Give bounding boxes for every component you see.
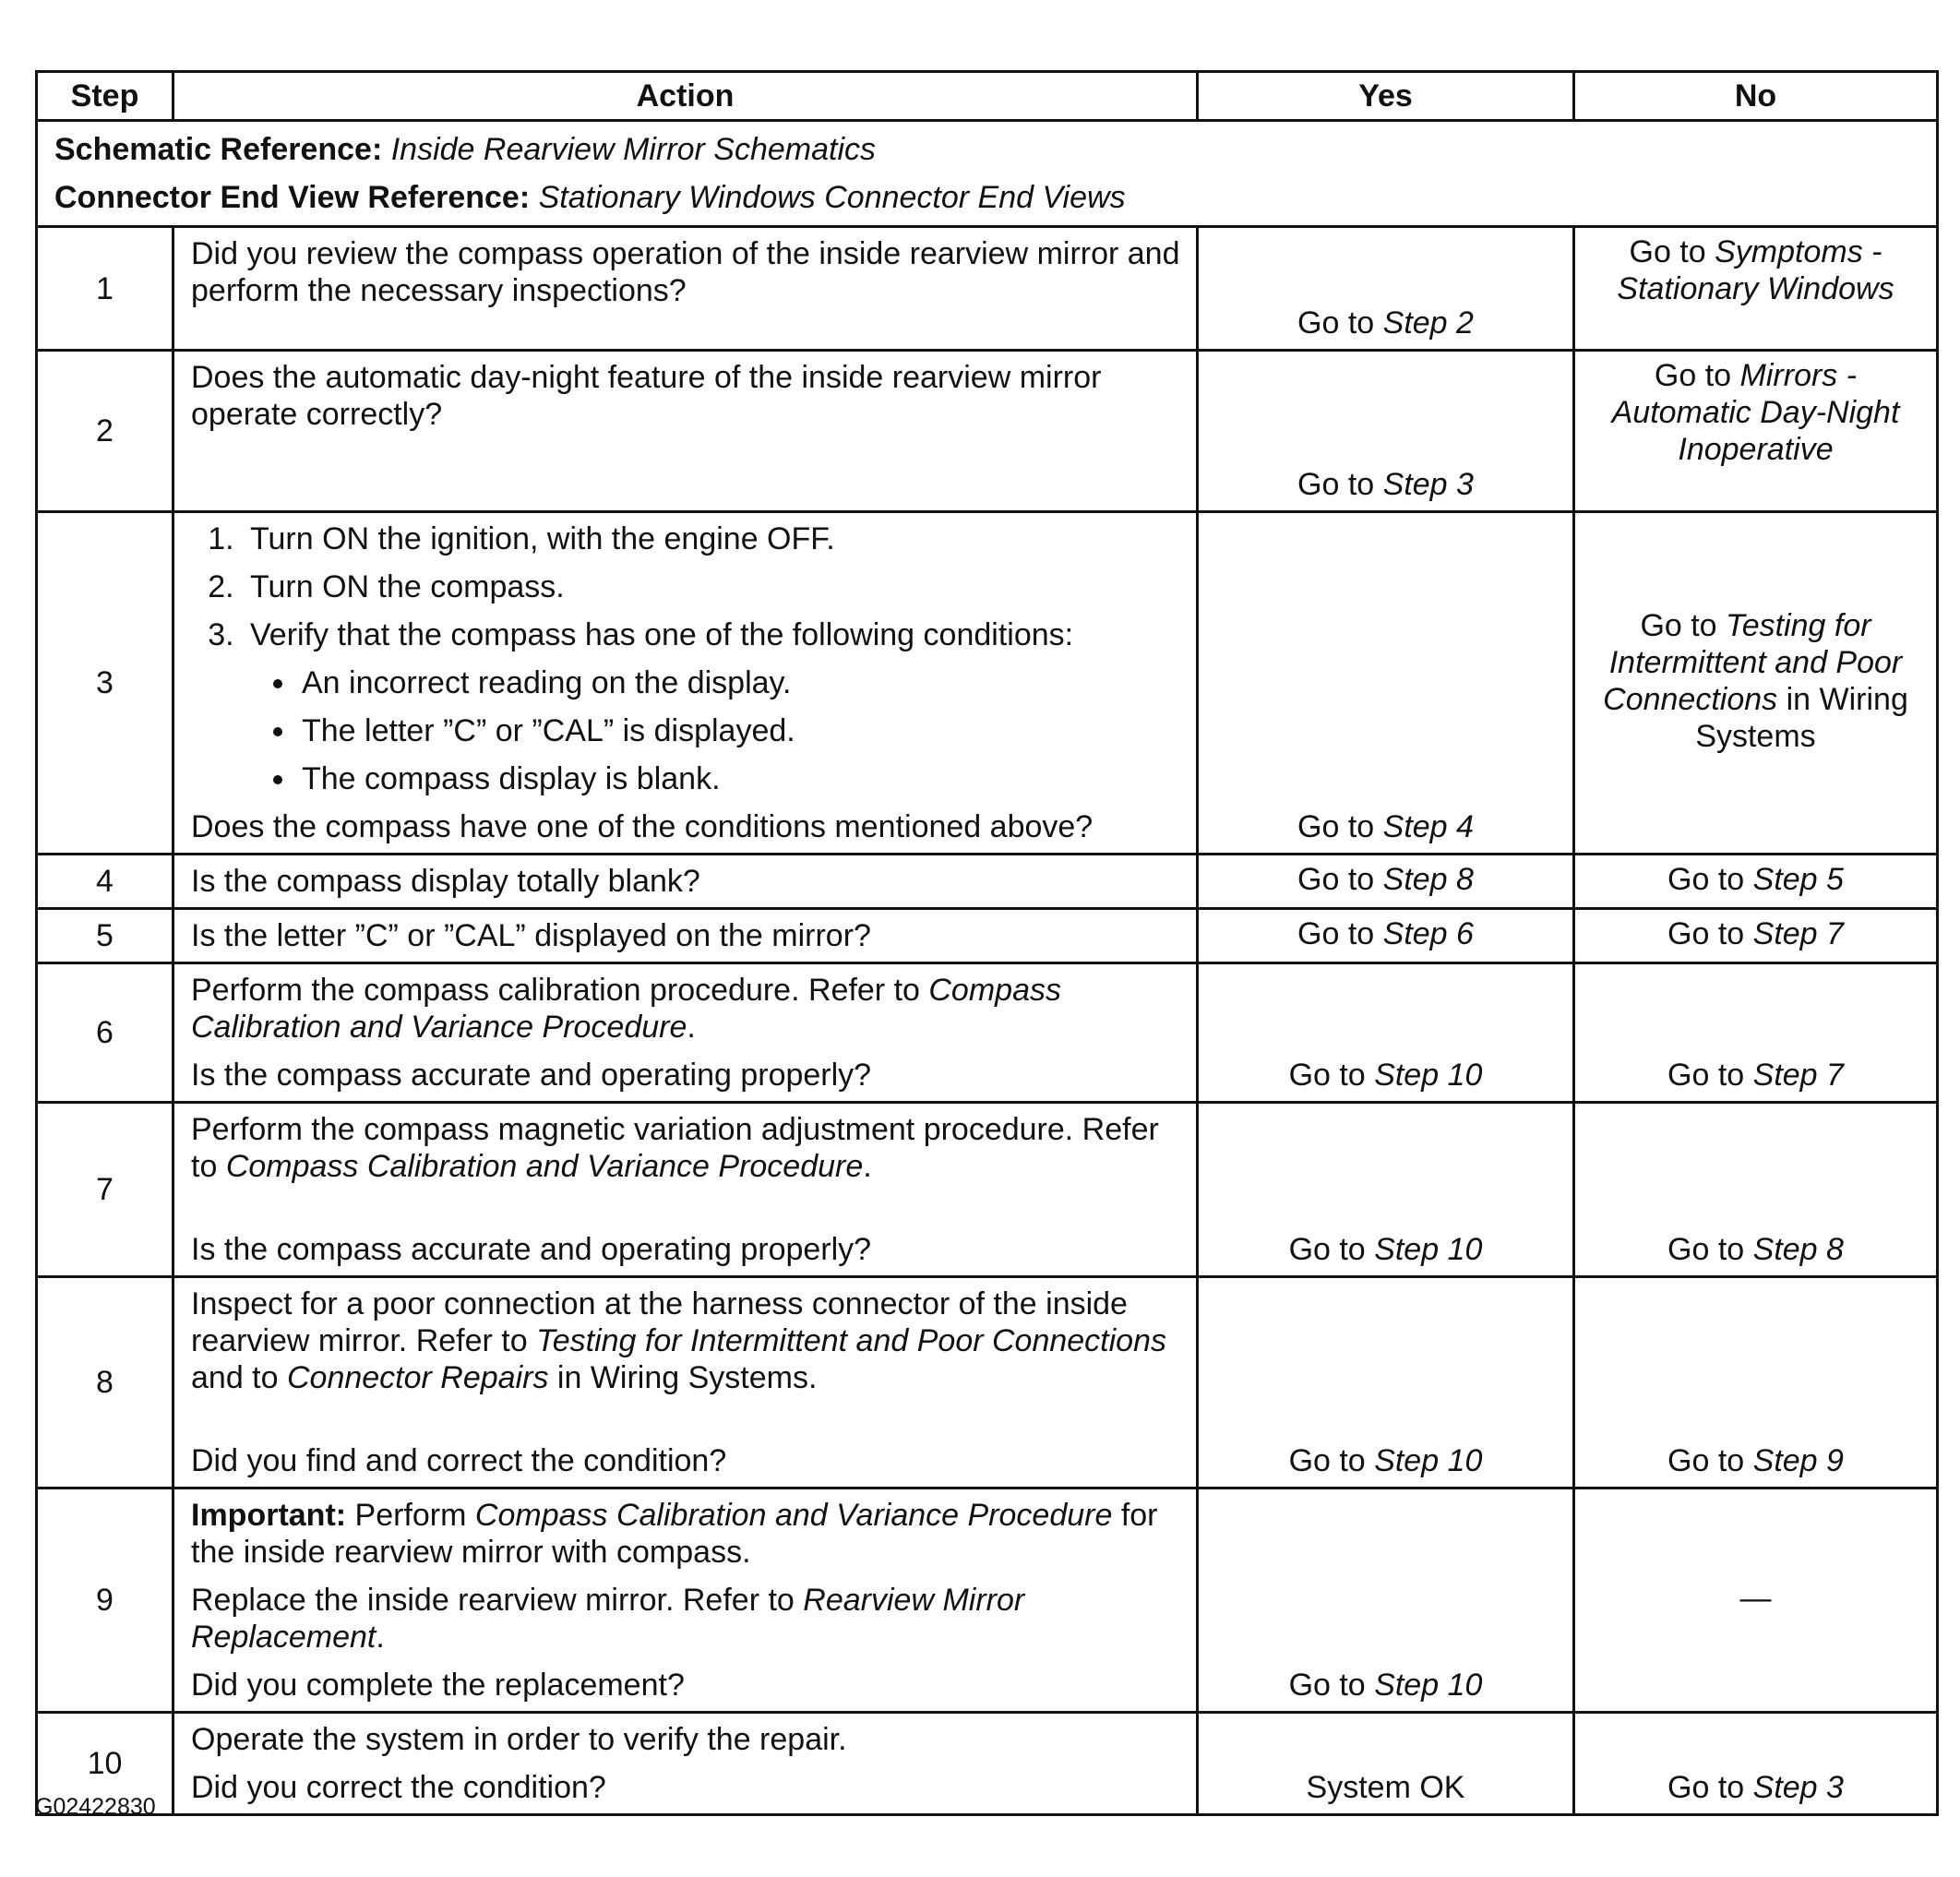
- table-row: [37, 1103, 1938, 1277]
- action-text-end: .: [687, 1010, 696, 1045]
- step-number: 9: [37, 1488, 173, 1713]
- column-header-step: Step: [37, 72, 173, 121]
- action-text: [191, 972, 1183, 1046]
- yes-step-target: 10: [1447, 1443, 1483, 1478]
- substep-item: [243, 616, 1183, 797]
- yes-step-target: 10: [1447, 1232, 1483, 1267]
- step-number: 5: [37, 909, 173, 963]
- substep-text: Verify that the compass has one of the following conditions:: [250, 617, 1074, 652]
- question-text: Did you find and correct the condition?: [191, 1443, 727, 1478]
- important-note: [191, 1497, 1183, 1571]
- action-text: Is the compass display totally blank?: [191, 864, 700, 899]
- no-cell: [1574, 1277, 1938, 1488]
- action-cell: [173, 855, 1198, 909]
- table-row: [37, 512, 1938, 855]
- procedure-reference: Connector Repairs: [286, 1360, 549, 1395]
- yes-cell: [1198, 855, 1574, 909]
- yes-cell: [1198, 1713, 1574, 1815]
- step-word: Step: [1374, 1668, 1440, 1703]
- action-cell: [173, 512, 1198, 855]
- action-cell: [173, 1277, 1198, 1488]
- schematic-reference-value: Inside Rearview Mirror Schematics: [390, 132, 876, 167]
- step-word: Step: [1752, 862, 1818, 897]
- yes-step-target: 8: [1456, 862, 1474, 897]
- action-cell: [173, 227, 1198, 351]
- action-text: Operate the system in order to verify the repair.: [191, 1722, 847, 1757]
- no-cell: [1574, 909, 1938, 963]
- action-text-lead: Perform the compass calibration procedure. Refer to: [191, 973, 920, 1008]
- connector-reference-label: Connector End View Reference:: [54, 180, 531, 215]
- step-number: 1: [37, 227, 173, 351]
- action-text: [191, 1111, 1183, 1185]
- go-to-text: Go to: [1288, 1232, 1366, 1267]
- substep-list: [191, 520, 1183, 797]
- no-cell: [1574, 227, 1938, 351]
- schematic-reference-label: Schematic Reference:: [54, 132, 383, 167]
- yes-cell: [1198, 512, 1574, 855]
- no-step-target: 8: [1826, 1232, 1844, 1267]
- no-cell: [1574, 512, 1938, 855]
- action-cell: [173, 1103, 1198, 1277]
- step-word: Step: [1382, 916, 1448, 951]
- figure-id: G02422830: [35, 1794, 156, 1820]
- go-to-text: Go to: [1640, 608, 1717, 643]
- yes-cell: [1198, 1277, 1574, 1488]
- condition-item: • The letter ”C” or ”CAL” is displayed.: [298, 712, 1183, 749]
- connector-reference-value: Stationary Windows Connector End Views: [538, 180, 1126, 215]
- yes-step-target: 10: [1447, 1668, 1483, 1703]
- no-cell: [1574, 963, 1938, 1103]
- go-to-text: Go to: [1297, 809, 1375, 844]
- column-header-yes: Yes: [1198, 72, 1574, 121]
- action-text-lead: Replace the inside rearview mirror. Refer to: [191, 1583, 795, 1618]
- yes-step-target: 2: [1456, 305, 1474, 341]
- procedure-reference: Compass Calibration and Variance Procedure: [191, 973, 1061, 1045]
- table-row: [37, 227, 1938, 351]
- step-number: 6: [37, 963, 173, 1103]
- table-row: [37, 1713, 1938, 1815]
- action-cell: [173, 963, 1198, 1103]
- no-answer-dash: —: [1739, 1581, 1772, 1616]
- go-to-text: Go to: [1288, 1058, 1366, 1093]
- no-cell: [1574, 1103, 1938, 1277]
- action-text-lead: Perform the compass magnetic variation adjustment procedure. Refer to: [191, 1112, 1159, 1184]
- substep-item: 2. Turn ON the compass.: [243, 568, 1183, 605]
- action-text: Is the letter ”C” or ”CAL” displayed on the mirror?: [191, 918, 871, 953]
- go-to-text: Go to: [1667, 1770, 1745, 1805]
- step-word: Step: [1382, 305, 1448, 341]
- condition-item: • The compass display is blank.: [298, 760, 1183, 797]
- action-text-end: in Wiring Systems.: [556, 1360, 818, 1395]
- action-text: Does the automatic day-night feature of the inside rearview mirror operate correctly?: [191, 360, 1102, 432]
- step-word: Step: [1382, 467, 1448, 502]
- action-text: Did you review the compass operation of the inside rearview mirror and perform the necessary inspections?: [191, 236, 1180, 308]
- table-row: [37, 1277, 1938, 1488]
- table-row: [37, 963, 1938, 1103]
- no-step-target: 9: [1826, 1443, 1844, 1478]
- go-to-text: Go to: [1667, 1443, 1745, 1478]
- action-cell: [173, 1488, 1198, 1713]
- go-to-text: Go to: [1654, 358, 1732, 393]
- no-reference: Testing for Intermittent and Poor Connections: [1603, 608, 1903, 717]
- step-number: 7: [37, 1103, 173, 1277]
- question-text: Is the compass accurate and operating properly?: [191, 1058, 872, 1093]
- yes-cell: [1198, 1103, 1574, 1277]
- reference-cell: [37, 121, 1938, 227]
- table-header-row: [37, 72, 1938, 121]
- table-row: [37, 909, 1938, 963]
- go-to-text: Go to: [1667, 916, 1745, 951]
- step-word: Step: [1752, 1232, 1818, 1267]
- step-word: Step: [1374, 1443, 1440, 1478]
- condition-item: • An incorrect reading on the display.: [298, 664, 1183, 701]
- yes-step-target: 10: [1447, 1058, 1483, 1093]
- step-word: Step: [1752, 1770, 1818, 1805]
- column-header-no: No: [1574, 72, 1938, 121]
- condition-list: [250, 664, 1183, 797]
- go-to-text: Go to: [1297, 467, 1375, 502]
- procedure-reference: Compass Calibration and Variance Procedure: [225, 1149, 864, 1184]
- step-number: 2: [37, 351, 173, 512]
- step-number: 3: [37, 512, 173, 855]
- action-text-lead: Inspect for a poor connection at the harness connector of the inside rearview mirror. Refer to: [191, 1286, 1128, 1358]
- go-to-text: Go to: [1629, 234, 1706, 269]
- no-cell: [1574, 351, 1938, 512]
- step-word: Step: [1382, 809, 1448, 844]
- question-text: Does the compass have one of the conditions mentioned above?: [191, 809, 1094, 844]
- yes-cell: [1198, 909, 1574, 963]
- go-to-text: Go to: [1297, 862, 1375, 897]
- go-to-text: Go to: [1667, 862, 1745, 897]
- no-cell: [1574, 855, 1938, 909]
- table-row: [37, 1488, 1938, 1713]
- diagnostic-table: [35, 70, 1939, 1816]
- no-step-target: 7: [1826, 1058, 1844, 1093]
- important-text-end: for the inside rearview mirror with compass.: [191, 1498, 1158, 1570]
- yes-step-target: 6: [1456, 916, 1474, 951]
- substep-item: 1. Turn ON the ignition, with the engine OFF.: [243, 520, 1183, 557]
- no-step-target: 7: [1826, 916, 1844, 951]
- procedure-reference: Compass Calibration and Variance Procedure: [474, 1498, 1113, 1533]
- reference-row: [37, 121, 1938, 227]
- table-row: [37, 855, 1938, 909]
- step-word: Step: [1382, 862, 1448, 897]
- connector-reference: [54, 173, 1919, 221]
- go-to-text: Go to: [1297, 305, 1375, 341]
- step-word: Step: [1374, 1058, 1440, 1093]
- yes-cell: [1198, 1488, 1574, 1713]
- no-reference: Symptoms - Stationary Windows: [1617, 234, 1894, 306]
- question-text: Is the compass accurate and operating properly?: [191, 1232, 872, 1267]
- yes-cell: [1198, 227, 1574, 351]
- step-number: 8: [37, 1277, 173, 1488]
- action-cell: [173, 909, 1198, 963]
- no-reference: Mirrors - Automatic Day-Night Inoperative: [1611, 358, 1900, 467]
- step-word: Step: [1752, 916, 1818, 951]
- column-header-action: Action: [173, 72, 1198, 121]
- procedure-reference: Rearview Mirror Replacement: [191, 1583, 1025, 1655]
- step-word: Step: [1374, 1232, 1440, 1267]
- important-text-lead: Perform: [354, 1498, 467, 1533]
- yes-step-target: 4: [1456, 809, 1474, 844]
- action-cell: [173, 1713, 1198, 1815]
- no-cell: [1574, 1713, 1938, 1815]
- step-number: 10: [37, 1713, 173, 1815]
- yes-cell: [1198, 963, 1574, 1103]
- step-word: Step: [1752, 1443, 1818, 1478]
- yes-step-target: 3: [1456, 467, 1474, 502]
- question-text: Did you correct the condition?: [191, 1770, 606, 1805]
- step-word: Step: [1752, 1058, 1818, 1093]
- yes-cell: [1198, 351, 1574, 512]
- go-to-text: Go to: [1288, 1668, 1366, 1703]
- action-text: [191, 1582, 1183, 1656]
- table-row: [37, 351, 1938, 512]
- question-text: Did you complete the replacement?: [191, 1668, 685, 1703]
- no-step-target: 3: [1826, 1770, 1844, 1805]
- no-cell: [1574, 1488, 1938, 1713]
- action-text-end: .: [863, 1149, 872, 1184]
- procedure-reference: Testing for Intermittent and Poor Connections: [536, 1323, 1166, 1358]
- go-to-text: Go to: [1667, 1058, 1745, 1093]
- go-to-text: Go to: [1288, 1443, 1366, 1478]
- action-cell: [173, 351, 1198, 512]
- important-label: Important:: [191, 1498, 347, 1533]
- no-reference-suffix: in Wiring Systems: [1695, 682, 1908, 754]
- schematic-reference: [54, 126, 1919, 173]
- action-text: [191, 1285, 1183, 1396]
- go-to-text: Go to: [1667, 1232, 1745, 1267]
- action-text-middle: and to: [191, 1360, 279, 1395]
- go-to-text: Go to: [1297, 916, 1375, 951]
- action-text-end: .: [376, 1620, 385, 1655]
- system-ok-text: System OK: [1306, 1770, 1465, 1805]
- step-number: 4: [37, 855, 173, 909]
- no-step-target: 5: [1826, 862, 1844, 897]
